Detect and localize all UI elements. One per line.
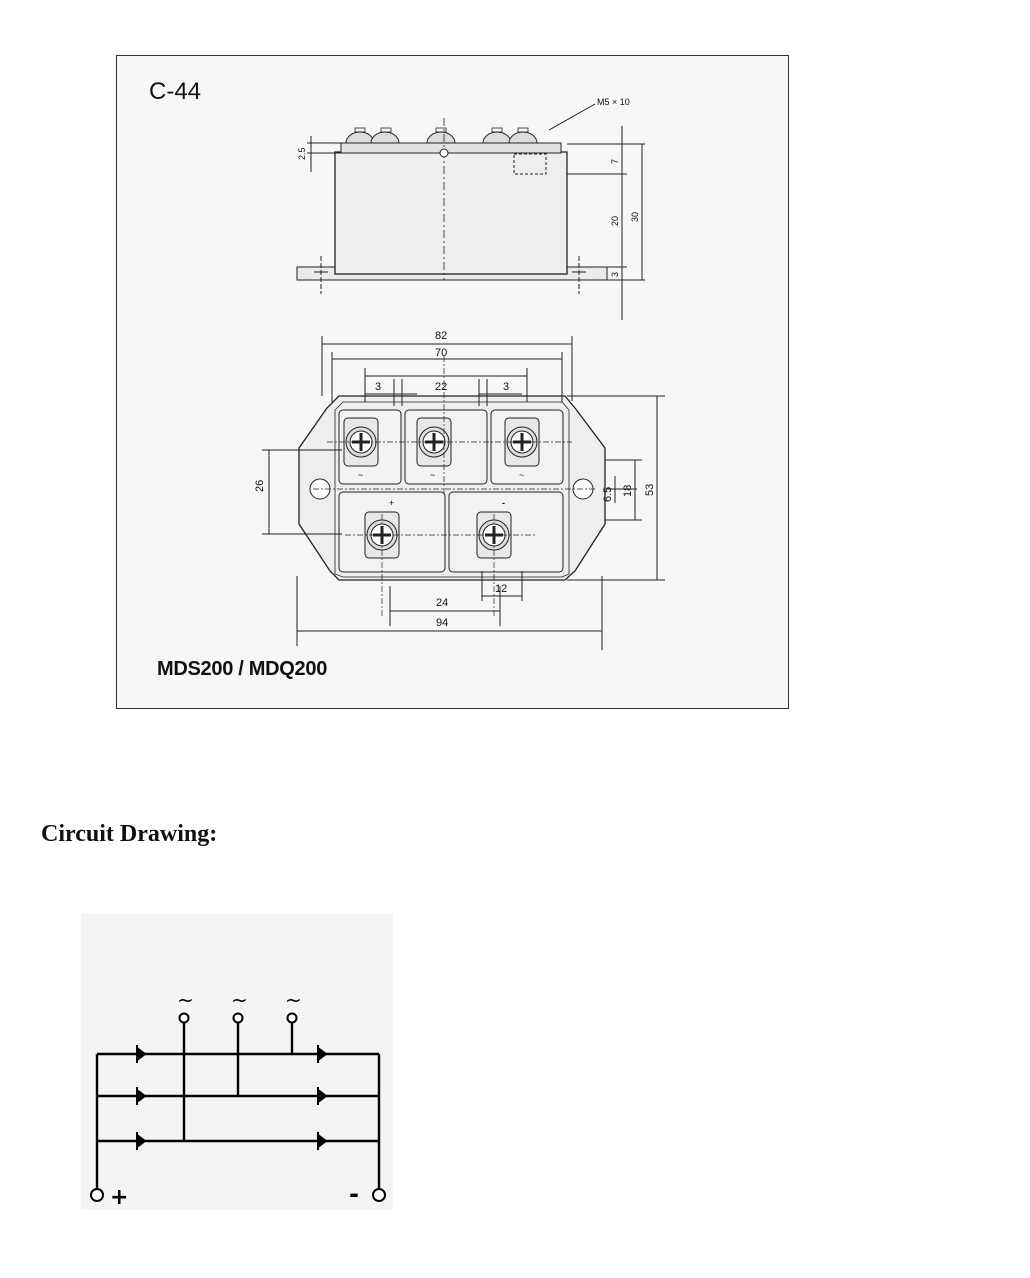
diodes-left bbox=[137, 1045, 145, 1150]
dim-12: 12 bbox=[495, 583, 508, 595]
dim-screw-label: M5 × 10 bbox=[597, 97, 630, 107]
package-outline-drawing bbox=[117, 56, 790, 710]
dim-82: 82 bbox=[435, 330, 448, 342]
dim-70: 70 bbox=[435, 347, 448, 359]
dim-22: 22 bbox=[435, 381, 448, 393]
dim-53: 53 bbox=[644, 483, 656, 496]
ac-label-3: ~ bbox=[285, 988, 302, 1012]
dim-3-left: 3 bbox=[375, 381, 382, 393]
terminal-minus-mark: - bbox=[502, 498, 505, 508]
minus-label: - bbox=[349, 1180, 359, 1208]
ac-label-1: ~ bbox=[177, 988, 194, 1012]
terminal-ac-mark-2: ~ bbox=[430, 470, 436, 480]
dim-18: 18 bbox=[622, 484, 634, 497]
ac-label-2: ~ bbox=[231, 988, 248, 1012]
circuit-diagram-panel bbox=[81, 914, 393, 1210]
plus-label: + bbox=[110, 1185, 129, 1210]
dim-side-2-5: 2.5 bbox=[297, 147, 307, 160]
dim-6-5: 6.5 bbox=[602, 486, 614, 502]
package-code-label: C-44 bbox=[149, 78, 202, 105]
dim-26: 26 bbox=[254, 479, 266, 492]
circuit-heading: Circuit Drawing: bbox=[41, 821, 218, 847]
diodes-right bbox=[318, 1045, 326, 1150]
side-view bbox=[297, 104, 645, 320]
dim-side-30: 30 bbox=[630, 211, 640, 222]
model-label: MDS200 / MDQ200 bbox=[157, 658, 328, 680]
package-drawing-panel bbox=[116, 55, 789, 709]
dim-3-right: 3 bbox=[503, 381, 510, 393]
bridge-rectifier-schematic bbox=[81, 914, 393, 1210]
dim-side-20: 20 bbox=[610, 215, 620, 226]
dim-side-3: 3 bbox=[610, 271, 620, 277]
dim-24: 24 bbox=[436, 597, 449, 609]
dim-94: 94 bbox=[436, 617, 449, 629]
terminal-ac-mark-3: ~ bbox=[519, 470, 525, 480]
terminal-ac-mark-1: ~ bbox=[358, 470, 364, 480]
dim-side-7: 7 bbox=[610, 158, 620, 164]
terminal-plus-mark: + bbox=[389, 498, 395, 508]
